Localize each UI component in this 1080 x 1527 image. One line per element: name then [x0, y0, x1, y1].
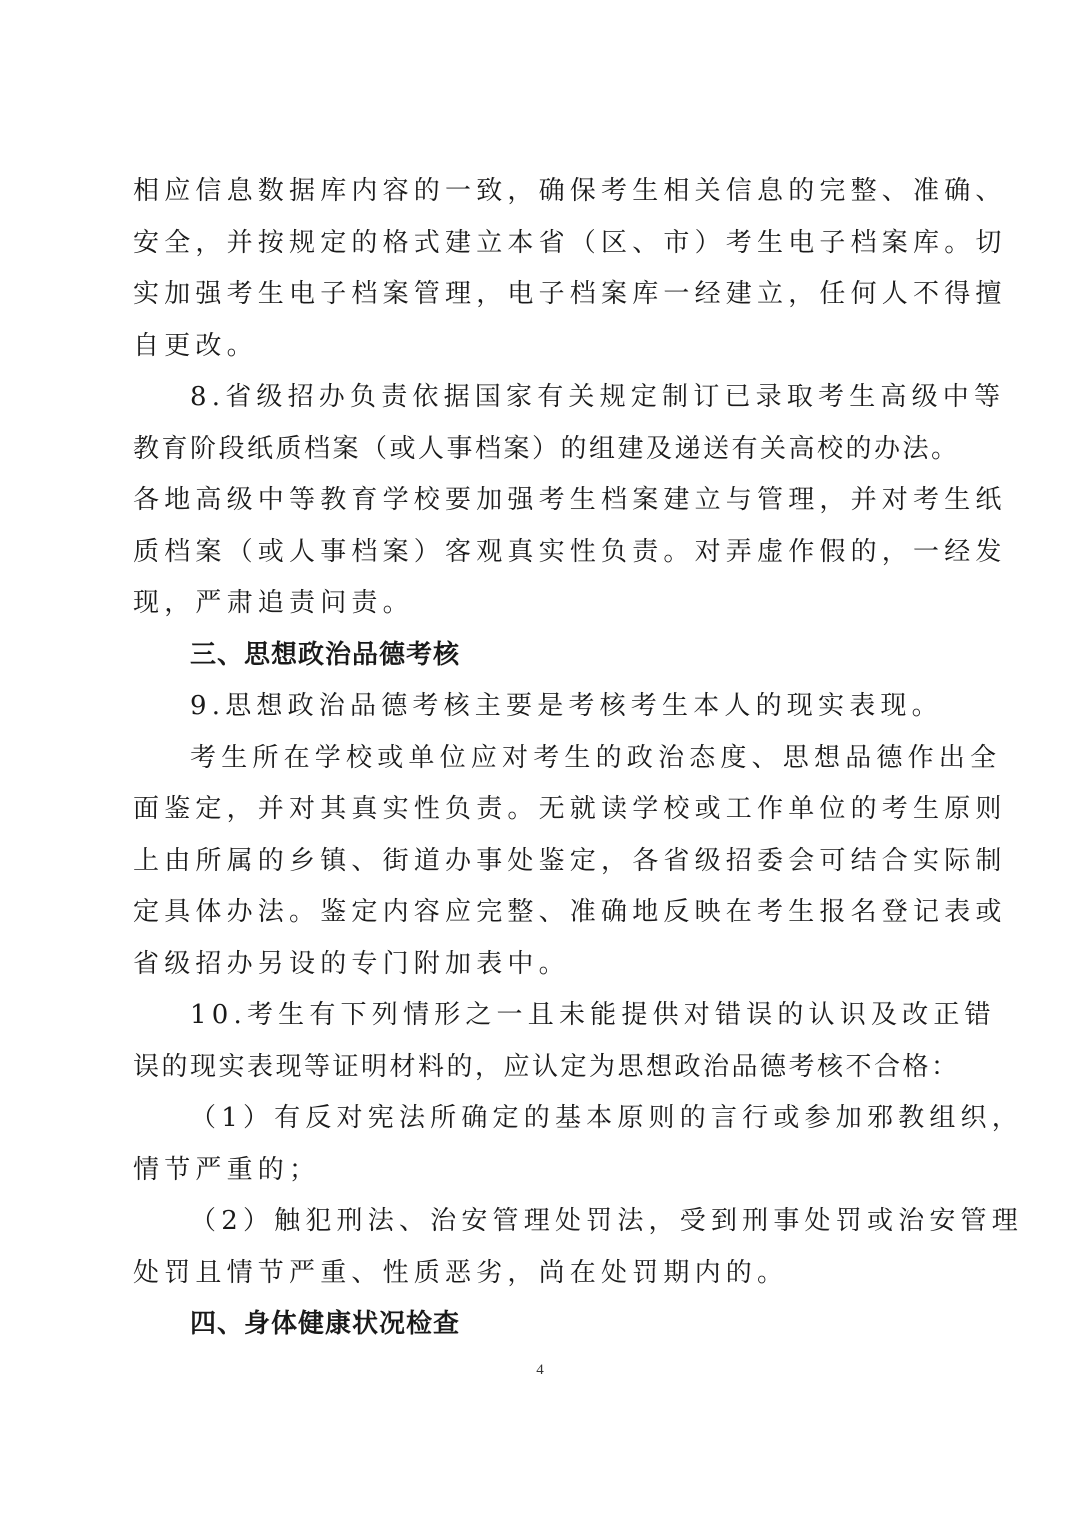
- section-heading-3: [133, 630, 951, 682]
- text-line: 相应信息数据库内容的一致，确保考生相关信息的完整、准确、: [133, 176, 1007, 206]
- page-number: 4: [536, 1362, 544, 1378]
- text-line: 9.思想政治品德考核主要是考核考生本人的现实表现。: [190, 691, 943, 721]
- sub-item-2: [133, 1196, 1023, 1299]
- item-8: [133, 372, 1007, 630]
- text-line: 8.省级招办负责依据国家有关规定制订已录取考生高级中等: [190, 382, 1006, 412]
- text-line: 各地高级中等教育学校要加强考生档案建立与管理，并对考生纸: [133, 485, 1007, 515]
- text-line: （2）触犯刑法、治安管理处罚法，受到刑事处罚或治安管理: [190, 1206, 1023, 1236]
- text-line: 现，严肃追责问责。: [133, 588, 414, 618]
- text-line: 质档案（或人事档案）客观真实性负责。对弄虚作假的，一经发: [133, 536, 1007, 567]
- paragraph-continuation: [133, 166, 1007, 372]
- item-10: [133, 990, 996, 1093]
- section-heading: 三、思想政治品德考核: [190, 639, 461, 670]
- section-heading-4: [133, 1299, 951, 1351]
- sub-item-1: [133, 1093, 1023, 1196]
- section-heading: 四、身体健康状况检查: [190, 1309, 461, 1339]
- text-line: 10.考生有下列情形之一且未能提供对错误的认识及改正错: [190, 1000, 996, 1030]
- text-line: 面鉴定，并对其真实性负责。无就读学校或工作单位的考生原则: [133, 794, 1007, 824]
- text-line: 误的现实表现等证明材料的，应认定为思想政治品德考核不合格：: [133, 1051, 960, 1082]
- paragraph-assessment: [133, 733, 1007, 991]
- document-body: [133, 166, 1023, 1351]
- text-line: （1）有反对宪法所确定的基本原则的言行或参加邪教组织，: [190, 1103, 1023, 1133]
- text-line: 教育阶段纸质档案（或人事档案）的组建及递送有关高校的办法。: [133, 433, 960, 464]
- text-line: 处罚且情节严重、性质恶劣，尚在处罚期内的。: [133, 1257, 789, 1288]
- item-9: [133, 681, 951, 733]
- text-line: 定具体办法。鉴定内容应完整、准确地反映在考生报名登记表或: [133, 897, 1007, 927]
- text-line: 安全，并按规定的格式建立本省（区、市）考生电子档案库。切: [133, 227, 1007, 258]
- text-line: 省级招办另设的专门附加表中。: [133, 948, 570, 979]
- text-line: 实加强考生电子档案管理，电子档案库一经建立，任何人不得擅: [133, 279, 1007, 309]
- text-line: 上由所属的乡镇、街道办事处鉴定，各省级招委会可结合实际制: [133, 845, 1007, 876]
- text-line: 考生所在学校或单位应对考生的政治态度、思想品德作出全: [190, 742, 1002, 773]
- text-line: 情节严重的；: [133, 1154, 321, 1185]
- text-line: 自更改。: [133, 330, 258, 361]
